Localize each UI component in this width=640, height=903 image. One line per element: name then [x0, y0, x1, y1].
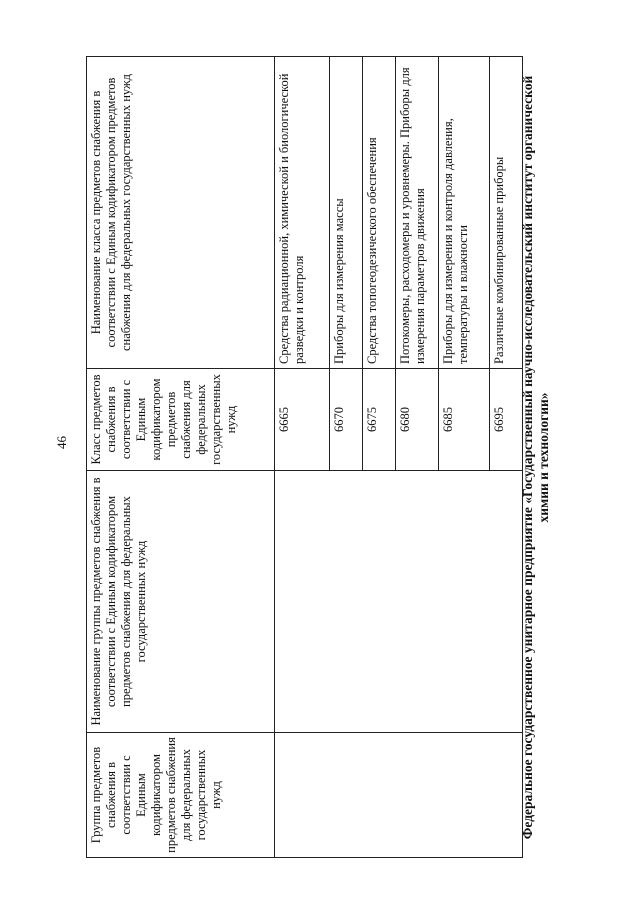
- class-name: Приборы для измерения массы: [330, 57, 363, 369]
- class-name: Средства радиационной, химической и биологической разведки и контроля: [275, 57, 330, 369]
- institution-footer: Федеральное государственное унитарное предприятие «Государственный научно-исследовательский институт органической химии и технологии»: [520, 75, 551, 840]
- group-name-cell: [275, 471, 523, 733]
- table-row: [275, 57, 330, 858]
- rotated-page-content: [86, 57, 640, 858]
- header-group-name: Наименование группы предметов снабжения в соответствии с Единым кодификатором предметов снабжения для федеральных государственных нужд: [87, 471, 275, 733]
- group-cell: [275, 733, 523, 858]
- table-header-row: [87, 57, 275, 858]
- header-group: Группа предметов снабжения в соответствии с Единым кодификатором предметов снабжения для федеральных государственных нужд: [87, 733, 275, 858]
- supply-classes-table: [86, 56, 523, 858]
- class-code: 6680: [396, 369, 439, 471]
- class-name: Потокомеры, расходомеры и уровнемеры. Приборы для измерения параметров движения: [396, 57, 439, 369]
- class-code: 6685: [439, 369, 490, 471]
- class-code: 6665: [275, 369, 330, 471]
- page-number: 46: [54, 436, 69, 449]
- class-code: 6675: [363, 369, 396, 471]
- class-name: Приборы для измерения и контроля давления, температуры и влажности: [439, 57, 490, 369]
- class-name: Средства топогеодезического обеспечения: [363, 57, 396, 369]
- class-code: 6670: [330, 369, 363, 471]
- header-class: Класс предметов снабжения в соответствии с Единым кодификатором предметов снабжения для федеральных государственных нужд: [87, 369, 275, 471]
- header-class-name: Наименование класса предметов снабжения в соответствии с Единым кодификатором предметов снабжения для федеральных государственных нужд: [87, 57, 275, 369]
- class-code: 6695: [490, 369, 523, 471]
- class-name: Различные комбинированные приборы: [490, 57, 523, 369]
